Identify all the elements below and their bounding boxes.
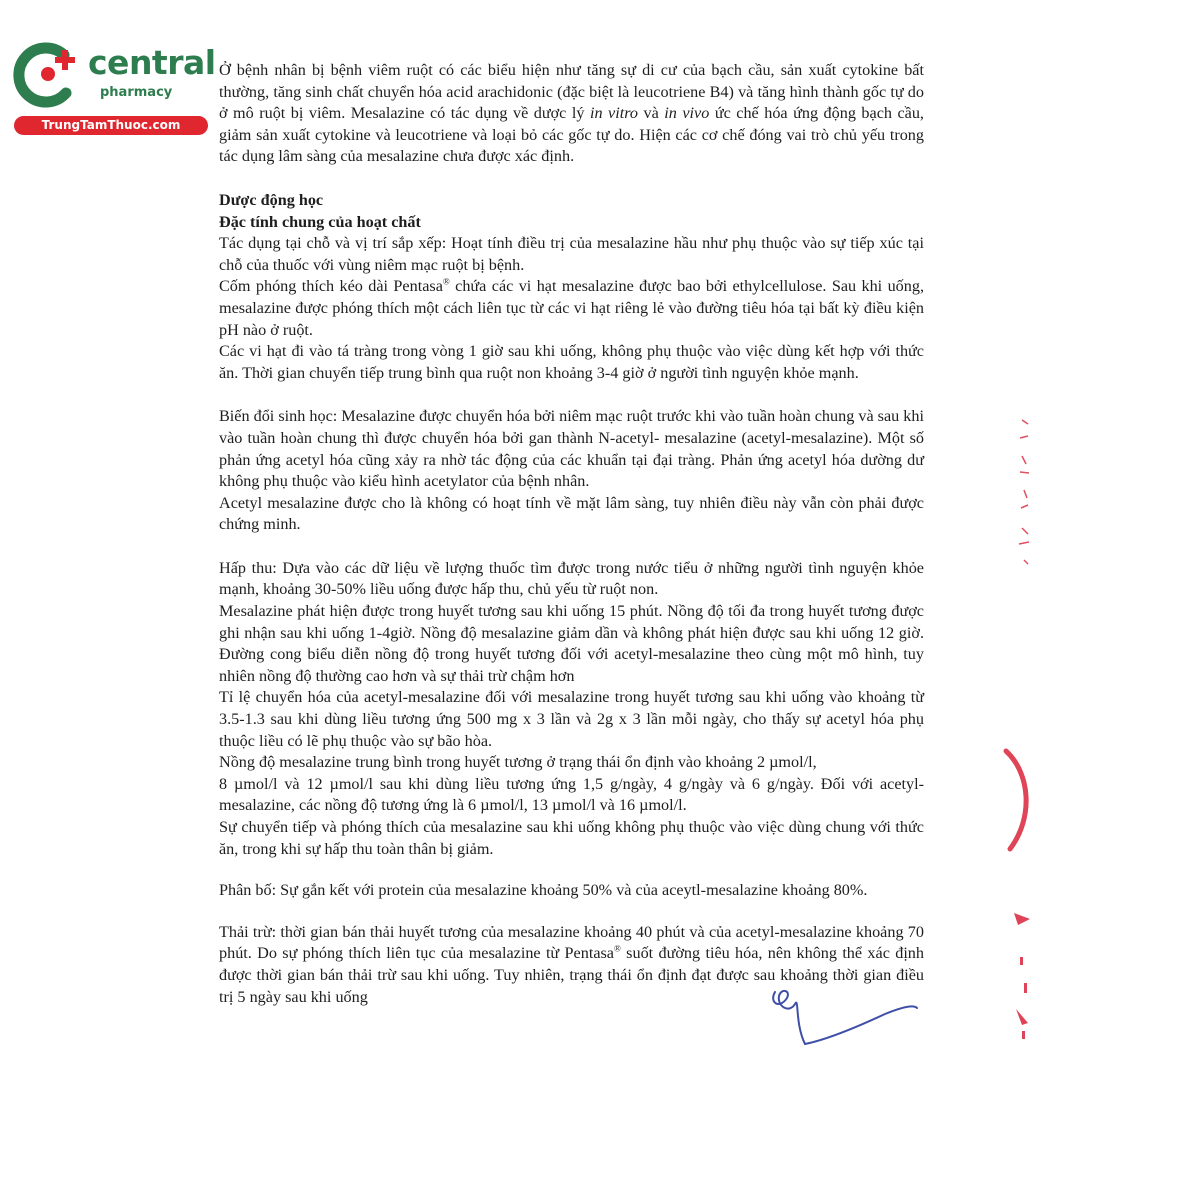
logo-subtitle: pharmacy [100,85,173,100]
stamp-fragment-upper-icon [1010,410,1040,570]
paragraph-steady-state-b: 8 µmol/l và 12 µmol/l sau khi dùng liều tương ứng 1,5 g/ngày, 4 g/ngày và 6 g/ngày. Đối với acetyl-mesalazine, các nồng độ tương ứng là 6 µmol/l, 13 µmol/l và 16 µmol/l. [219,774,924,815]
paragraph-biotransformation: Biến đổi sinh học: Mesalazine được chuyển hóa bởi niêm mạc ruột trước khi vào tuần hoàn chung và sau khi vào tuần hoàn chung thì được chuyển hóa bởi gan thành N-acetyl- mesalazine (acetyl-mesalazine). Một số phản ứng acetyl hóa cũng xảy ra nhờ tác động của các khuẩn tại đại tràng. Phản ứng acetyl hóa dường dư không phụ thuộc vào kiểu hình acetylator của bệnh nhân. [219,407,924,491]
handwritten-signature-icon [765,984,920,1054]
paragraph-elimination: Thải trừ: thời gian bán thải huyết tương của mesalazine khoảng 40 phút và của acetyl-mesalazine khoảng 70 phút. Do sự phóng thích liên tục của mesalazine từ Pentasa® suốt đường tiêu hóa, nên không thể xác định được thời gian bán thải trừ sau khi uống. Tuy nhiên, trạng thái ổn định đạt được sau khoảng thời gian điều trị 5 ngày sau khi uống [219,922,924,1006]
logo-website-badge: TrungTamThuoc.com [14,116,208,135]
paragraph-local-action: Tác dụng tại chỗ và vị trí sắp xếp: Hoạt tính điều trị của mesalazine hầu như phụ thuộc vào sự tiếp xúc tại chỗ của thuốc với vùng niêm mạc ruột bị bệnh. [219,234,924,274]
logo-wordmark: central [88,43,216,82]
paragraph-transit: Các vi hạt đi vào tá tràng trong vòng 1 giờ sau khi uống, không phụ thuộc vào việc dùng kết hợp với thức ăn. Thời gian chuyển tiếp trung bình qua ruột non khoảng 3-4 giờ ở người tình nguyện khỏe mạnh. [219,342,924,382]
paragraph-ratio: Tỉ lệ chuyển hóa của acetyl-mesalazine đối với mesalazine trong huyết tương sau khi uống vào khoảng từ 3.5-1.3 sau khi dùng liều tương ứng 500 mg x 3 lần và 2g x 3 lần mỗi ngày, cho thấy sự acetyl hóa phụ thuộc liều có lẽ phụ thuộc vào sự bão hòa. [219,688,924,750]
stamp-fragment-lower-icon [1008,905,1038,1045]
document-body [219,60,924,1008]
section-heading-pharmacokinetics: Dược động học [219,190,324,209]
intro-paragraph: Ở bệnh nhân bị bệnh viêm ruột có các biểu hiện như tăng sự di cư của bạch cầu, sản xuất cytokine bất thường, tăng sinh chất chuyển hóa acid arachidonic (đặc biệt là leucotriene B4) và tăng hình thành gốc tự do ở mô ruột bị viêm. Mesalazine có tác dụng về dược lý in vitro và in vivo ức chế hóa ứng động bạch cầu, giảm sản xuất cytokine và leucotriene và loại bỏ các gốc tự do. Hiện các cơ chế đóng vai trò chủ yếu trong tác dụng lâm sàng của mesalazine chưa được xác định. [219,61,924,166]
paragraph-food: Sự chuyển tiếp và phóng thích của mesalazine sau khi uống không phụ thuộc vào việc dùng chung với thức ăn, trong khi sự hấp thu toàn thân bị giảm. [219,818,924,858]
paragraph-absorption: Hấp thu: Dựa vào các dữ liệu về lượng thuốc tìm được trong nước tiểu ở những người tình nguyện khỏe mạnh, khoảng 30-50% liều uống được hấp thu, chủ yếu từ ruột non. [219,558,924,599]
logo-c-mark-icon [12,38,88,114]
stamp-arc-icon [1000,745,1040,855]
paragraph-acetyl: Acetyl mesalazine được cho là không có hoạt tính về mặt lâm sàng, tuy nhiên điều này vẫn còn phải được chứng minh. [219,493,924,534]
paragraph-distribution: Phân bố: Sự gắn kết với protein của mesalazine khoảng 50% và của aceytl-mesalazine khoảng 80%. [219,881,868,900]
paragraph-plasma: Mesalazine phát hiện được trong huyết tương sau khi uống 15 phút. Nồng độ tối đa trong huyết tương được ghi nhận sau khi uống 1-4giờ. Nồng độ mesalazine giảm dần và không phát hiện được sau khi uống 12 giờ. Đường cong biểu diễn nồng độ trong huyết tương đối với acetyl-mesalazine theo cùng một mô hình, tuy nhiên nồng độ thường cao hơn và sự thải trừ chậm hơn [219,602,924,685]
central-pharmacy-logo [12,38,217,138]
paragraph-granules: Cốm phóng thích kéo dài Pentasa® chứa các vi hạt mesalazine được bao bởi ethylcellulose. Sau khi uống, mesalazine được phóng thích một cách liên tục từ các vi hạt riêng lẻ vào đường tiêu hóa tại bất kỳ điều kiện pH nào ở ruột. [219,276,924,339]
paragraph-steady-state-a: Nồng độ mesalazine trung bình trong huyết tương ở trạng thái ổn định vào khoảng 2 µmol/l, [219,753,817,772]
section-subheading: Đặc tính chung của hoạt chất [219,212,421,231]
